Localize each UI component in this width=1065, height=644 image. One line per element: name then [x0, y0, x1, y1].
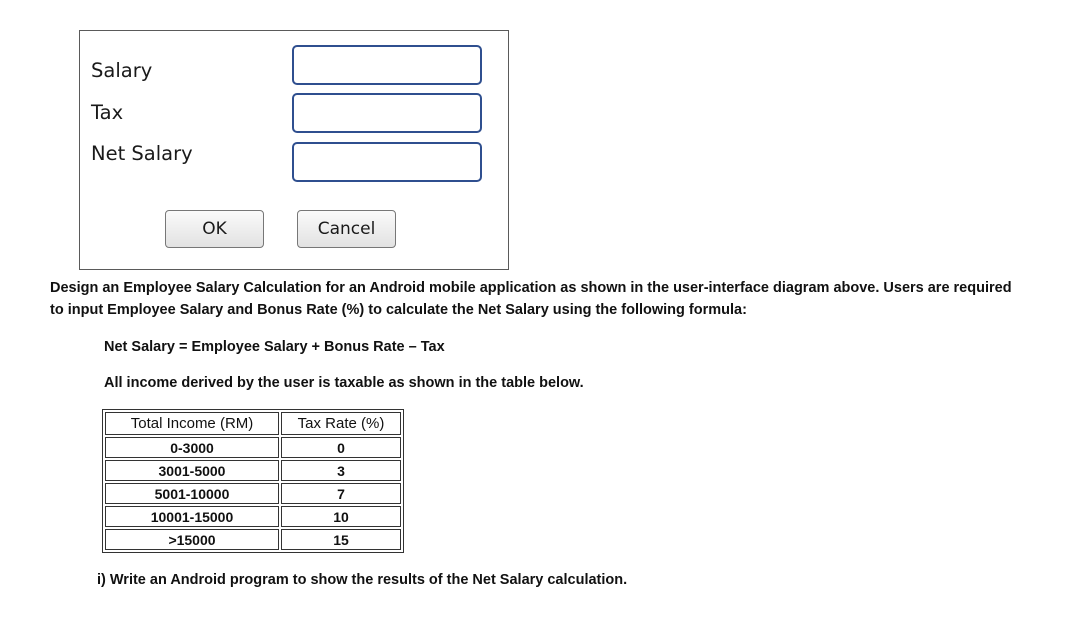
table-row [105, 529, 401, 550]
formula: Net Salary = Employee Salary + Bonus Rate – Tax [104, 339, 445, 355]
table-row [105, 483, 401, 504]
tax-input[interactable] [292, 93, 482, 133]
net-salary-input[interactable] [292, 142, 482, 182]
table-header-row [105, 412, 401, 435]
tax-rate-table [102, 409, 404, 553]
tax-label: Tax [91, 101, 124, 124]
intro-line-1: Design an Employee Salary Calculation for an Android mobile application as shown in the user-interface diagram above. Users are required [50, 280, 1012, 296]
rate-cell: 0 [281, 437, 401, 458]
intro-line-2: to input Employee Salary and Bonus Rate (%) to calculate the Net Salary using the following formula: [50, 302, 747, 318]
rate-cell: 10 [281, 506, 401, 527]
rate-cell: 3 [281, 460, 401, 481]
income-cell: >15000 [105, 529, 279, 550]
header-tax-rate: Tax Rate (%) [281, 412, 401, 435]
header-total-income: Total Income (RM) [105, 412, 279, 435]
question-text: i) Write an Android program to show the results of the Net Salary calculation. [97, 572, 628, 588]
cancel-button[interactable]: Cancel [297, 210, 396, 248]
net-salary-label: Net Salary [91, 142, 193, 165]
rate-cell: 15 [281, 529, 401, 550]
income-cell: 0-3000 [105, 437, 279, 458]
table-intro: All income derived by the user is taxable as shown in the table below. [104, 375, 584, 391]
rate-cell: 7 [281, 483, 401, 504]
income-cell: 3001-5000 [105, 460, 279, 481]
ok-button[interactable]: OK [165, 210, 264, 248]
table-row [105, 506, 401, 527]
ui-diagram [79, 30, 509, 270]
income-cell: 10001-15000 [105, 506, 279, 527]
income-cell: 5001-10000 [105, 483, 279, 504]
table-row [105, 460, 401, 481]
table-row [105, 437, 401, 458]
salary-input[interactable] [292, 45, 482, 85]
salary-label: Salary [91, 59, 153, 82]
